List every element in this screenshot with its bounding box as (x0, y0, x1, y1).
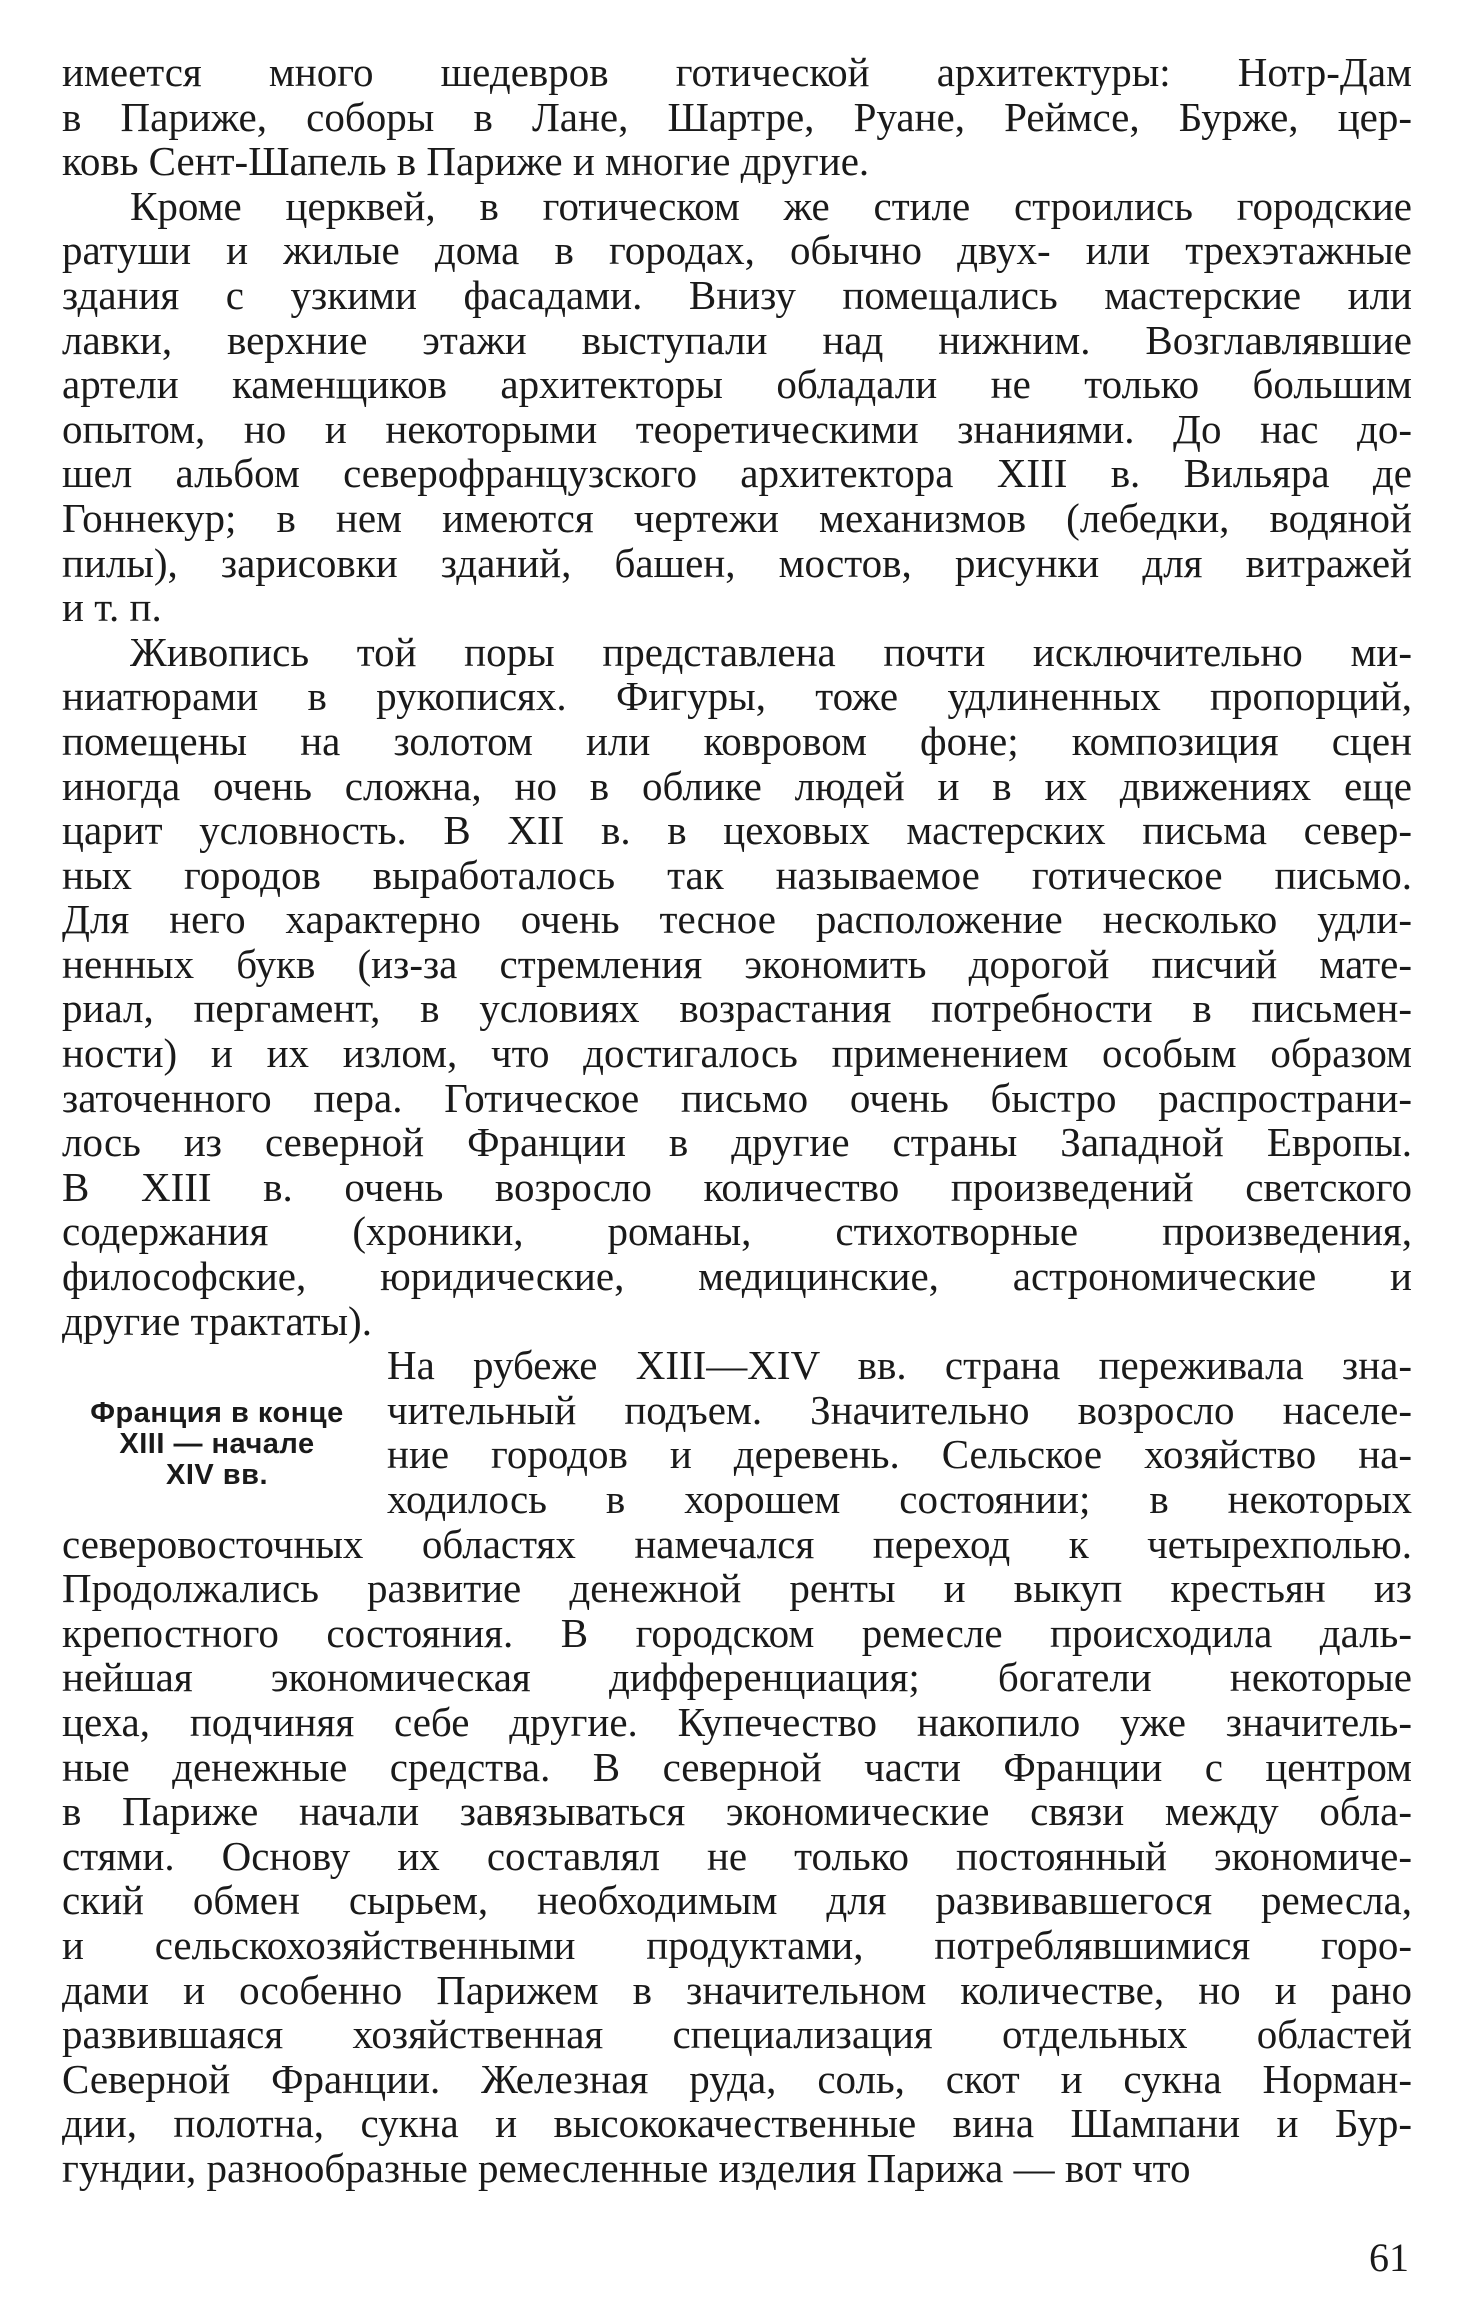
text-line: ние городов и деревень. Сельское хозяйство на- (387, 1431, 1412, 1478)
text-line: Северной Франции. Железная руда, соль, скот и сукна Норман- (62, 2055, 1412, 2102)
text-line: крепостного состояния. В городском ремесле происходила даль- (62, 1609, 1412, 1656)
text-line: в Париже начали завязываться экономические связи между обла- (62, 1788, 1412, 1835)
text-line: ненных букв (из-за стремления экономить дорогой писчий мате- (62, 940, 1412, 987)
page-body (62, 50, 1412, 2191)
text-line: ский обмен сырьем, необходимым для развивавшегося ремесла, (62, 1877, 1412, 1924)
text-line: и т. п. (62, 584, 162, 631)
paragraph (62, 50, 1412, 184)
text-line: Кроме церквей, в готическом же стиле строились городские (130, 182, 1412, 229)
text-line: ниатюрами в рукописях. Фигуры, тоже удлиненных пропорций, (62, 673, 1412, 720)
text-line: лось из северной Франции в другие страны Западной Европы. (62, 1119, 1412, 1166)
text-line: Гоннекур; в нем имеются чертежи механизмов (лебедки, водяной (62, 494, 1412, 541)
text-line: ности) и их излом, что достигалось применением особым образом (62, 1030, 1412, 1077)
text-line: гундии, разнообразные ремесленные изделия Парижа — вот что (62, 2144, 1191, 2191)
text-line: философские, юридические, медицинские, астрономические и (62, 1253, 1412, 1300)
text-line: заточенного пера. Готическое письмо очень быстро распространи- (62, 1074, 1412, 1121)
text-line: развившаяся хозяйственная специализация отдельных областей (62, 2011, 1412, 2058)
margin-heading-line: XIV вв. (165, 1459, 268, 1491)
text-line: риал, пергамент, в условиях возрастания потребности в письмен- (62, 985, 1412, 1032)
text-line: дами и особенно Парижем в значительном количестве, но и рано (62, 1966, 1412, 2013)
margin-heading (62, 1398, 372, 1491)
text-line: чительный подъем. Значительно возросло населе- (387, 1386, 1412, 1433)
text-line: На рубеже XIII—XIV вв. страна переживала зна- (387, 1342, 1412, 1389)
text-line: ные денежные средства. В северной части Франции с центром (62, 1743, 1412, 1790)
text-line: иногда очень сложна, но в облике людей и в их движениях еще (62, 762, 1412, 809)
margin-heading-line: XIII — начале (119, 1428, 315, 1460)
text-line: ковь Сент-Шапель в Париже и многие другие. (62, 138, 870, 185)
text-line: дии, полотна, сукна и высококачественные вина Шампани и Бур- (62, 2100, 1412, 2147)
text-line: северовосточных областях намечался переход к четырехполью. (62, 1520, 1412, 1567)
text-line: артели каменщиков архитекторы обладали не только большим (62, 361, 1412, 408)
text-line: другие трактаты). (62, 1297, 372, 1344)
text-line: ных городов выработалось так называемое готическое письмо. (62, 851, 1412, 898)
text-line: стями. Основу их составлял не только постоянный экономиче- (62, 1832, 1412, 1879)
text-line: В XIII в. очень возросло количество произведений светского (62, 1163, 1412, 1210)
text-line: здания с узкими фасадами. Внизу помещались мастерские или (62, 271, 1412, 318)
text-line: Продолжались развитие денежной ренты и выкуп крестьян из (62, 1565, 1412, 1612)
text-line: царит условность. В XII в. в цеховых мастерских письма север- (62, 807, 1412, 854)
text-line: лавки, верхние этажи выступали над нижним. Возглавлявшие (62, 316, 1412, 363)
text-line: опытом, но и некоторыми теоретическими знаниями. До нас до- (62, 405, 1412, 452)
text-line: Живопись той поры представлена почти исключительно ми- (130, 628, 1412, 675)
paragraph (62, 630, 1412, 1344)
margin-heading-line: Франция в конце (90, 1397, 344, 1429)
text-line: нейшая экономическая дифференциация; богатели некоторые (62, 1654, 1412, 1701)
text-line: помещены на золотом или ковровом фоне; композиция сцен (62, 717, 1412, 764)
text-line: содержания (хроники, романы, стихотворные произведения, (62, 1208, 1412, 1255)
page-number: 61 (1369, 2235, 1409, 2280)
text-line: в Париже, соборы в Лане, Шартре, Руане, Реймсе, Бурже, цер- (62, 93, 1412, 140)
paragraph (62, 184, 1412, 630)
text-line: и сельскохозяйственными продуктами, потреблявшимися горо- (62, 1921, 1412, 1968)
text-block (62, 50, 1412, 2191)
text-line: имеется много шедевров готической архитектуры: Нотр-Дам (62, 49, 1412, 95)
text-line: ходилось в хорошем состоянии; в некоторых (387, 1476, 1412, 1522)
text-line: цеха, подчиняя себе другие. Купечество накопило уже значитель- (62, 1698, 1412, 1745)
text-line: ратуши и жилые дома в городах, обычно двух- или трехэтажные (62, 227, 1412, 274)
text-line: Для него характерно очень тесное расположение несколько удли- (62, 896, 1412, 943)
text-line: пилы), зарисовки зданий, башен, мостов, рисунки для витражей (62, 539, 1412, 586)
text-line: шел альбом северофранцузского архитектора XIII в. Вильяра де (62, 450, 1412, 497)
